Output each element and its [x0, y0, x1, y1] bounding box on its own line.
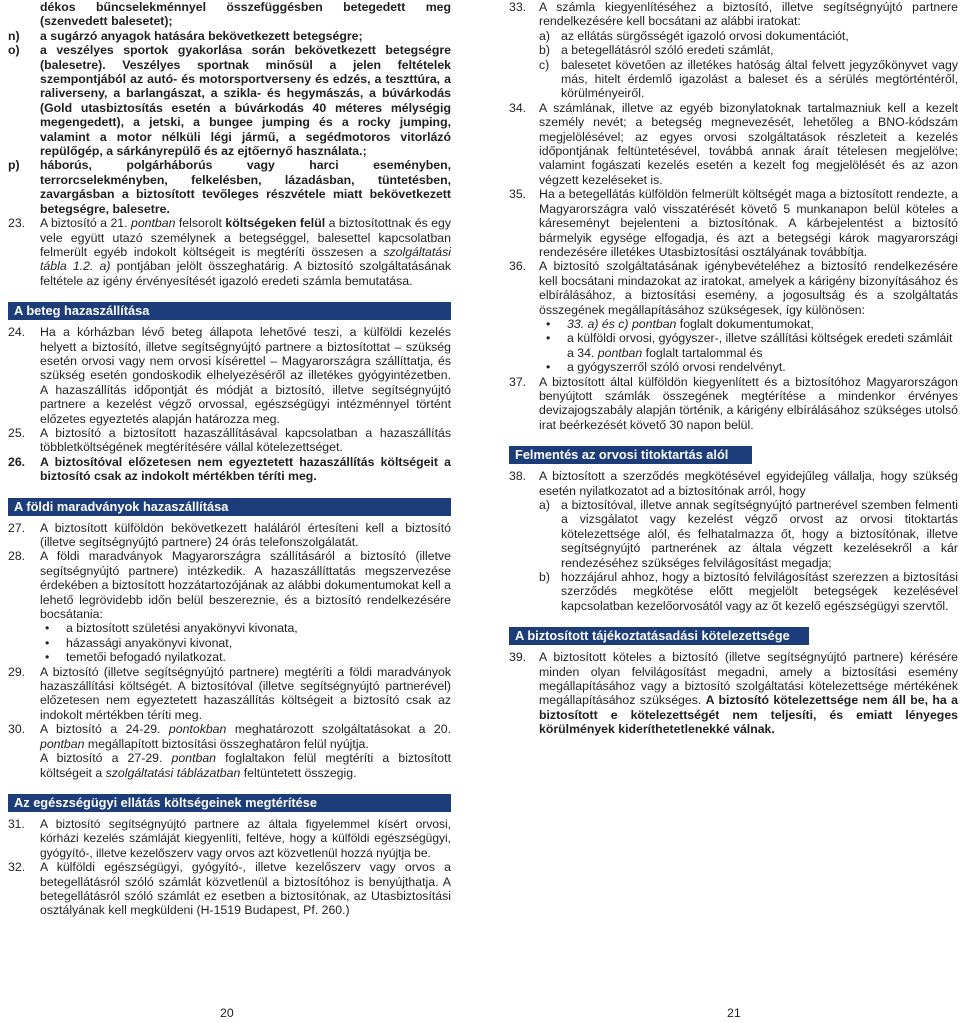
section-header-remains-transport: A földi maradványok hazaszállítása: [8, 498, 451, 516]
list-item: • 33. a) és c) pontban foglalt dokumentumokat,: [509, 317, 958, 331]
clause-33: 33. A számla kiegyenlítéséhez a biztosító, illetve segítségnyújtó partnere rendelkezésére kell bocsátani az alábbi iratokat:: [509, 0, 958, 29]
page-number-right: 21: [727, 1006, 741, 1020]
clause-30: 30. A biztosító a 24-29. pontokban meghatározott szolgáltatásokat a 20. pontban megállapított biztosítási összeghatáron felül nyújtja. A biztosító a 27-29. pontban foglaltakon felül megtéríti a biztosított költségeit a szolgáltatási táblázatban feltüntetett összegig.: [8, 722, 451, 780]
clause-38: 38. A biztosított a szerződés megkötésével egyidejűleg vállalja, hogy szükség esetén nyilatkozatot ad a biztosítónak arról, hogy: [509, 469, 958, 498]
right-page-column: [509, 0, 958, 737]
section-header-confidentiality-waiver: Felmentés az orvosi titoktartás alól: [509, 446, 752, 464]
list-item-o: o) a veszélyes sportok gyakorlása során bekövetkezett betegségre (balesetre). Veszélyes sportnak minősül a jelen feltételek szempontjából az autó- és motorsportverseny és edzés, a teszttúra, a raliverseny, a barlangászat, a szikla- és hegymászás, a búvárkodás (Gold utasbiztosítás esetén a búvárkodás 40 méteres mélységig megengedett), a jetski, a bungee jumping és a rocky jumping, valamint a motor nélküli légi jármű, a segédmotoros vitorlázó repülőgép, a sárkányrepülő és az ejtőernyő használata.;: [8, 43, 451, 159]
list-item: • a külföldi orvosi, gyógyszer-, illetve szállítási költségek eredeti számláit a 34. pontban foglalt tartalommal és: [509, 331, 958, 360]
list-item-m-cont: dékos bűncselekménnyel összefüggésben betegedett meg (szenvedett balesetet);: [40, 0, 451, 29]
clause-27: 27. A biztosított külföldön bekövetkezett haláláról értesíteni kell a biztosító (illetve segítségnyújtó partnere) 24 órás telefonszolgálatát.: [8, 520, 451, 549]
section-header-healthcare-costs: Az egészségügyi ellátás költségeinek megtérítése: [8, 794, 451, 812]
list-item-a: a) az ellátás sürgősségét igazoló orvosi dokumentációt,: [539, 28, 849, 43]
section-header-patient-transport: A beteg hazaszállítása: [8, 302, 451, 320]
clause-28: 28. A földi maradványok Magyarországra szállításáról a biztosító (illetve segítségnyújtó partnere) intézkedik. A hazaszállíttatás megszervezése érdekében a biztosított hozzátartozójának az alábbi dokumentumokat kell a lehető legrövidebb időn belül beszereznie, és a biztosító rendelkezésére bocsátania:: [8, 549, 451, 622]
clause-39: 39. A biztosított köteles a biztosító (illetve segítségnyújtó partnere) kérésére minden olyan felvilágosítást megadni, amely a biztosítási esemény megállapításához vagy a biztosító szolgáltatási kötelezettsége mértékének megállapításához szükséges. A biztosító kötelezettsége nem áll be, ha a biztosított e kötelezettségét nem teljesíti, és emiatt lényeges körülmények kideríthetetlenekké válnak.: [509, 650, 958, 737]
page-number-left: 20: [220, 1006, 234, 1020]
list-item: • temetői befogadó nyilatkozat.: [8, 650, 451, 664]
list-item: • a biztosított születési anyakönyvi kivonata,: [8, 621, 451, 635]
clause-24: 24. Ha a kórházban lévő beteg állapota lehetővé teszi, a külföldi kezelés helyett a biztosító, illetve segítségnyújtó partnere a biztosítottat – szükség esetén orvosi vagy nem orvosi kísérettel – Magyarországra szállíttatja, és szükség esetén gondoskodik elhelyezéséről az illetékes gyógyintézetben. A hazaszállítás időpontját és módját a biztosító, illetve segítségnyújtó partnere a kezelést végző orvossal, egészségügyi intézménnyel történt előzetes egyeztetés alapján határozza meg.: [8, 325, 451, 426]
clause-31: 31. A biztosító segítségnyújtó partnere az általa figyelemmel kísért orvosi, kórházi kezelés számláját kiegyenlíti, feltéve, hogy a külföldi egészségügyi, gyógyító-, illetve kezelőszerv vagy orvos azt közvetlenül hozzá nyújtja be.: [8, 816, 451, 860]
left-page-column: [8, 0, 451, 918]
list-item-n: n) a sugárzó anyagok hatására bekövetkezett betegségre;: [8, 28, 363, 43]
clause-34: 34. A számlának, illetve az egyéb bizonylatoknak tartalmazniuk kell a kezelt személy nevét; a betegség megnevezését, lehetőleg a BNO-kódszám megjelölésével; az egyes orvosi szolgáltatások részleteit a kezelés időpontjának feltüntetésével, továbbá annak áraít tételesen megjelölve; valamint fogászati kezelés esetén a kezelt fog megjelölését és az azon végzett kezeléseket is.: [509, 100, 958, 187]
clause-29: 29. A biztosító (illetve segítségnyújtó partnere) megtéríti a földi maradványok hazaszállítási költségét. A biztosítóval (illetve segítségnyújtó partnerével) előzetesen nem egyeztetett hazaszállítás költségeit a biztosító csak az indokolt mértékben téríti meg.: [8, 664, 451, 722]
section-header-information-duty: A biztosított tájékoztatásadási kötelezettsége: [509, 627, 809, 645]
clause-36: 36. A biztosító szolgáltatásának igénybevételéhez a biztosító rendelkezésére kell bocsátani mindazokat az iratokat, amelyek a kárigény bizonyításához és elbírálásához, a biztosítási esemény, a jogosultság és a szolgáltatás összegének megállapításához szükségesek, így különösen:: [509, 259, 958, 317]
clause-26: 26. A biztosítóval előzetesen nem egyeztetett hazaszállítás költségeit a biztosító csak az indokolt mértékben téríti meg.: [8, 454, 451, 484]
list-item: • a gyógyszerről szóló orvosi rendelvényt.: [509, 360, 958, 374]
clause-25: 25. A biztosító a biztosított hazaszállításával kapcsolatban a hazaszállítás többletköltségének megtérítésére vállal kötelezettséget.: [8, 425, 451, 455]
clause-32: 32. A külföldi egészségügyi, gyógyító-, illetve kezelőszerv vagy orvos a betegellátásról szóló számlát közvetlenül a biztosítóhoz is benyújthatja. A betegellátásról szóló számlát ez esetben a biztosítónak, az Utasbiztosítási osztályának kell megküldeni (H-1519 Budapest, Pf. 260.): [8, 860, 451, 918]
clause-23: 23. A biztosító a 21. pontban felsorolt költségeken felül a biztosítottnak és egy vele együtt utazó személynek a betegséggel, balesettel kapcsolatban felmerült egyéb indokolt költségeit is megtéríti összesen a szolgáltatási tábla 1.2. a) pontjában jelölt összeghatárig. A biztosító szolgáltatásának feltétele az igény érvényesítését igazoló eredeti számla bemutatása.: [8, 216, 451, 288]
clause-35: 35. Ha a betegellátás külföldön felmerült költségét maga a biztosított rendezte, a Magyarországra való visszatérését követő 5 munkanapon belül köteles a káreseményt bejelenteni a biztosítónak. A kárbejelentést a biztosító bármelyik egysége elfogadja, és azt a betegségi károk magyarországi rendezésére illetékes Utasbiztosítási osztályának továbbítja.: [509, 187, 958, 259]
list-item-p: p) háborús, polgárháborús vagy harci eseményben, terrorcselekményben, felkelésben, lázadásban, tüntetésben, zavargásban a biztosított tevőleges részvétele miatt bekövetkezett betegségre, balesetre.: [8, 158, 451, 216]
list-item: • házassági anyakönyvi kivonat,: [8, 636, 451, 650]
list-item-b: b) hozzájárul ahhoz, hogy a biztosító felvilágosítást szerezzen a biztosítási szerződés megkötése előtt megjelölt betegségek kezelésével kapcsolatban kezelőorvosától vagy az őt kezelő egészségügyi szervtől.: [539, 570, 958, 613]
clause-37: 37. A biztosított által külföldön kiegyenlített és a biztosítóhoz Magyarországon benyújtott számlák összegének megtérítése a mindenkor érvényes devizajogszabály alapján történik, a kárigény elbírálásához szükséges utolsó irat beérkezését követő 30 napon belül.: [509, 374, 958, 432]
list-item-b: b) a betegellátásról szóló eredeti számlát,: [539, 43, 774, 58]
list-item-a: a) a biztosítóval, illetve annak segítségnyújtó partnerével szemben felmenti a vizsgálatot vagy kezelést végző orvost az orvosi titoktartás kötelezettsége alól, és felhatalmazza őt, hogy a biztosítónak, illetve segítségnyújtó partnerének az általa végzett kezelésekről a kár rendezéséhez szükséges felvilágosítást megadja;: [539, 498, 958, 570]
list-item-c: c) balesetet követően az illetékes hatóság által felvett jegyzőkönyvet vagy más, hitelt érdemlő igazolást a baleset és a sérülés megtörténtéről, körülményeiről.: [539, 57, 958, 101]
